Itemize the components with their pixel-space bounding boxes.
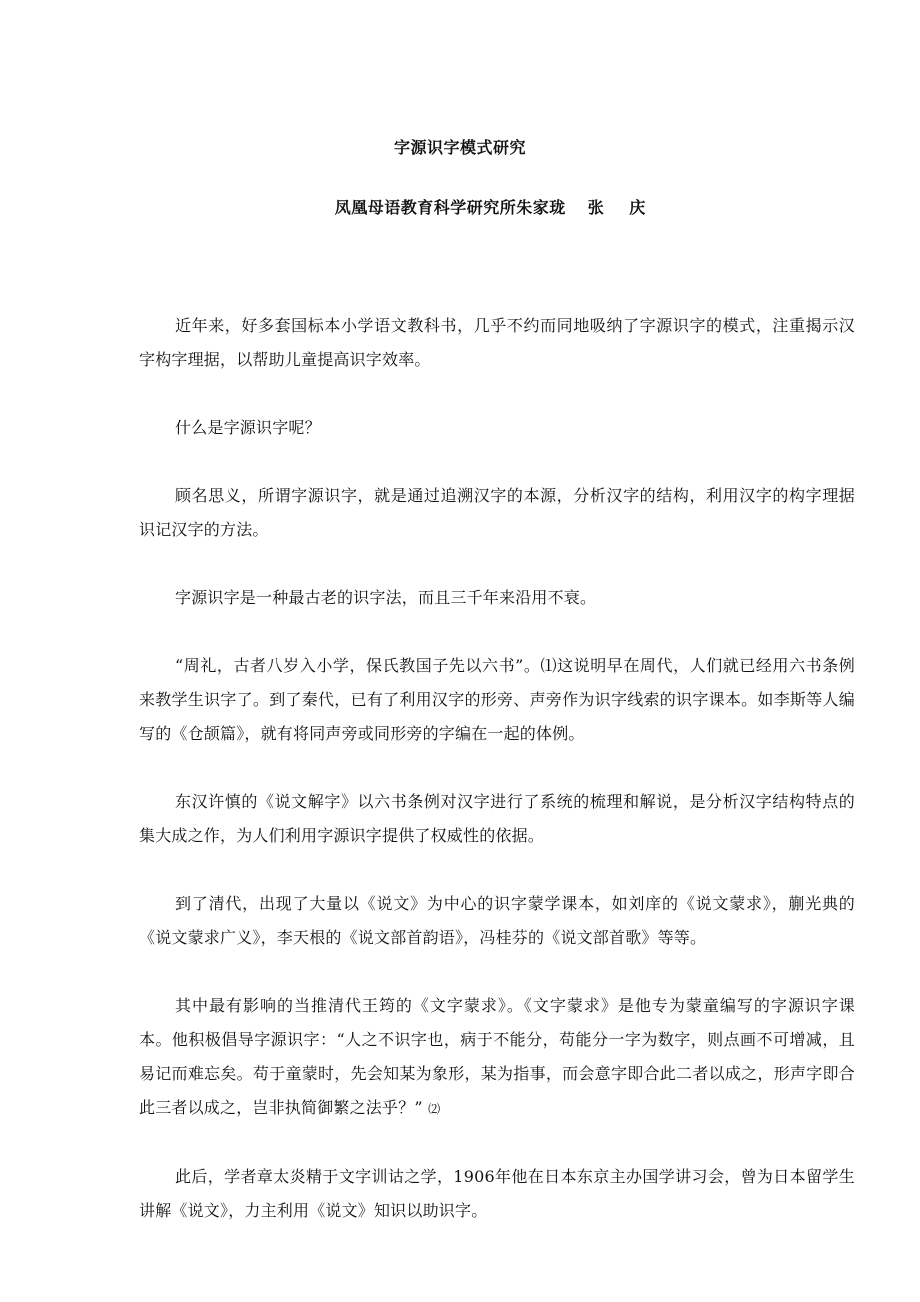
author-organization: 凤凰母语教育科学研究所朱家珑 xyxy=(334,198,566,217)
paragraph: 字源识字是一种最古老的识字法，而且三千年来沿用不衰。 xyxy=(175,588,597,607)
paragraph: “周礼，古者八岁入小学，保氏教国子先以六书”。⑴这说明早在周代，人们就已经用六书条例来教学生识字了。到了秦代，已有了利用汉字的形旁、声旁作为识字线索的识字课本。如李斯等人编写的《仓颉篇》，就有将同声旁或同形旁的字编在一起的体例。 xyxy=(139,656,855,743)
author-name: 张 庆 xyxy=(587,198,656,217)
footnote-marker: ⑵ xyxy=(428,1102,441,1116)
paragraph: 顾名思义，所谓字源识字，就是通过追溯汉字的本源，分析汉字的结构，利用汉字的构字理据识记汉字的方法。 xyxy=(139,486,855,539)
document-body xyxy=(139,309,855,1262)
paragraph-with-footnote xyxy=(139,989,855,1126)
document-title: 字源识字模式研究 xyxy=(393,138,526,157)
paragraph: 东汉许慎的《说文解字》以六书条例对汉字进行了系统的梳理和解说，是分析汉字结构特点的集大成之作，为人们利用字源识字提供了权威性的依据。 xyxy=(139,792,855,845)
paragraph: 近年来，好多套国标本小学语文教科书，几乎不约而同地吸纳了字源识字的模式，注重揭示汉字构字理据，以帮助儿童提高识字效率。 xyxy=(139,316,855,369)
author-line xyxy=(0,196,920,220)
paragraph: 此后，学者章太炎精于文字训诂之学，1906年他在日本东京主办国学讲习会，曾为日本留学生讲解《说文》，力主利用《说文》知识以助识字。 xyxy=(139,1167,855,1220)
paragraph-text: 其中最有影响的当推清代王筠的《文字蒙求》。《文字蒙求》是他专为蒙童编写的字源识字课本。他积极倡导字源识字：“人之不识字也，病于不能分，苟能分一字为数字，则点画不可增减，且易记而难忘矣。苟于童蒙时，先会知某为象形，某为指事，而会意字即合此二者以成之，形声字即合此三者以成之，岂非执简御繁之法乎？” xyxy=(139,996,855,1117)
paragraph: 到了清代，出现了大量以《说文》为中心的识字蒙学课本，如刘庠的《说文蒙求》，蒯光典的《说文蒙求广义》，李天根的《说文部首韵语》，冯桂芬的《说文部首歌》等等。 xyxy=(139,894,855,947)
paragraph: 什么是字源识字呢？ xyxy=(175,418,321,437)
